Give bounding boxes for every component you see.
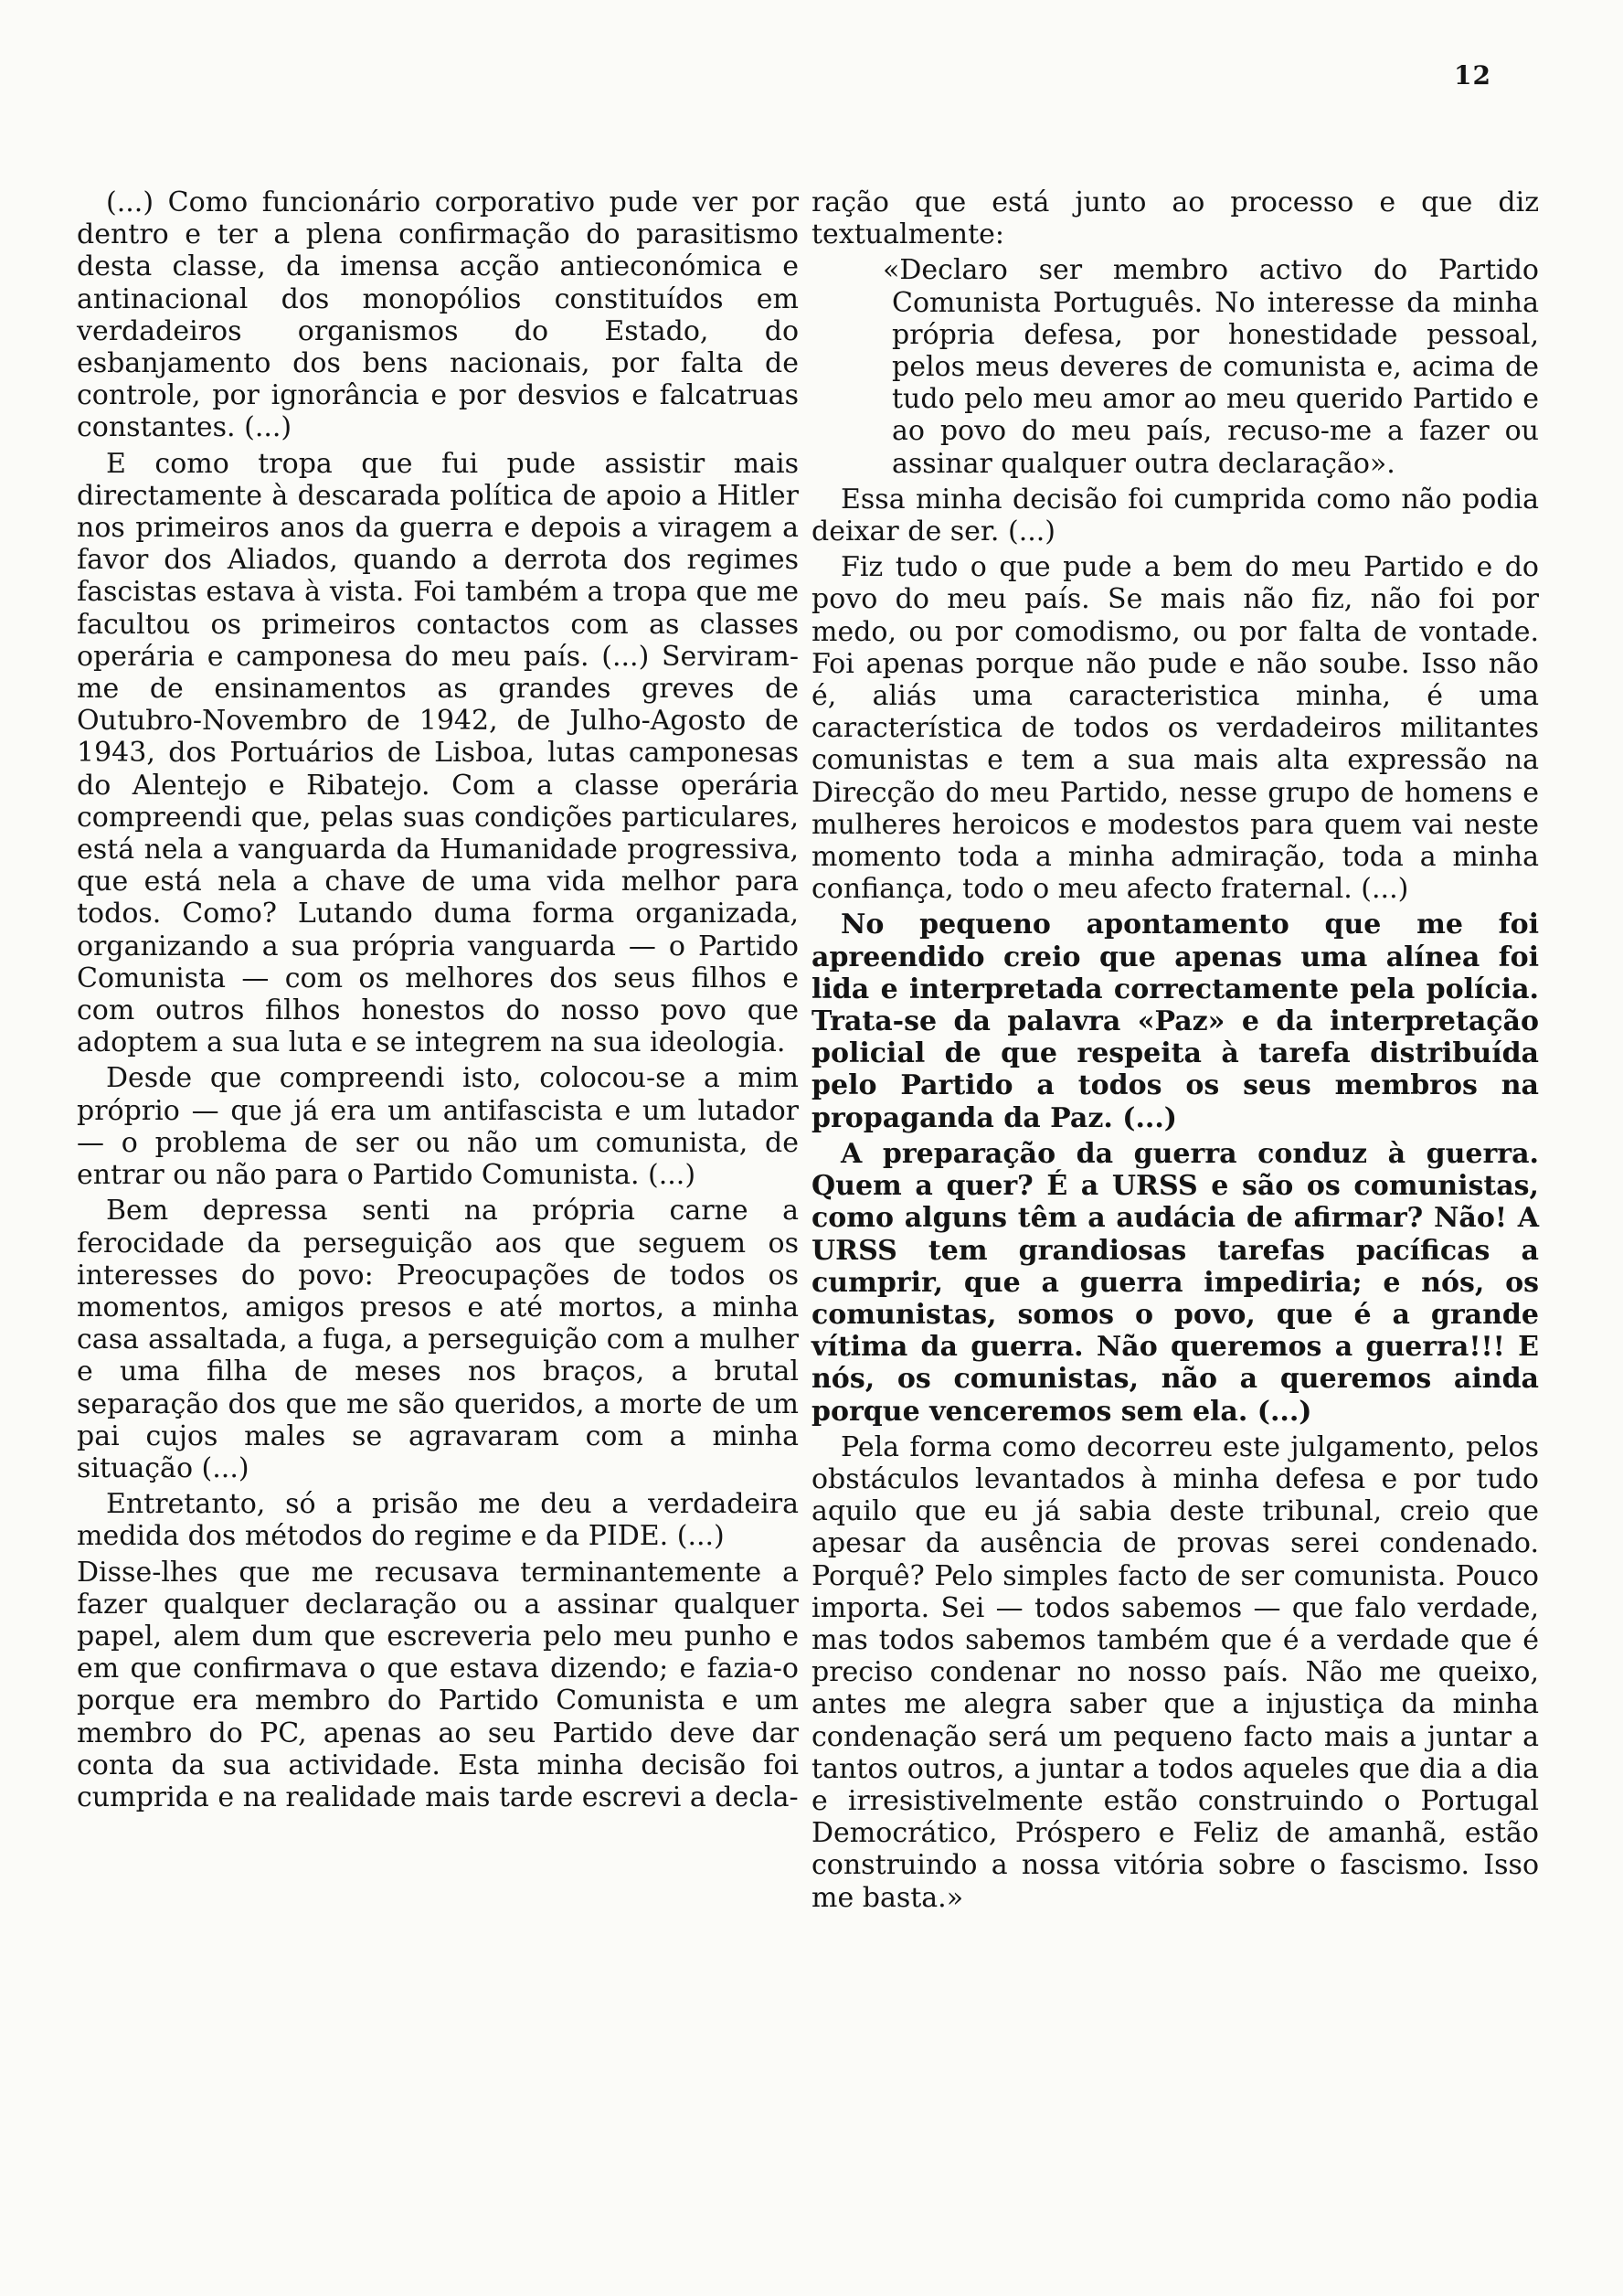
paragraph-bold: A preparação da guerra conduz à guerra. Quem a quer? É a URSS e são os comunistas, como alguns têm a audácia de afirmar? Não! A URSS tem grandiosas tarefas pacíficas a cumprir, que a guerra impediria; e nós, os comunistas, somos o povo, que é a grande vítima da guerra. Não queremos a guerra!!! E nós, os comunistas, não a queremos ainda porque venceremos sem ela. (...) (812, 1137, 1539, 1428)
paragraph: (...) Como funcionário corporativo pude ver por dentro e ter a plena confirmação do parasitismo desta classe, da imensa acção antieconómica e antinacional dos monopólios constituídos em verdadeiros organismos do Estado, do esbanjamento dos bens nacionais, por falta de controle, por ignorância e por desvios e falcatruas constantes. (...) (77, 186, 799, 444)
page-number: 12 (1454, 60, 1491, 90)
paragraph: Bem depressa senti na própria carne a ferocidade da perseguição aos que seguem os interesses do povo: Preocupações de todos os momentos, amigos presos e até mortos, a minha casa assaltada, a fuga, a perseguição com a mulher e uma filha de meses nos braços, a brutal separação dos que me são queridos, a morte de um pai cujos males se agravaram com a minha situação (...) (77, 1195, 799, 1484)
paragraph-bold: No pequeno apontamento que me foi apreendido creio que apenas uma alínea foi lida e interpretada correctamente pela polícia. Trata-se da palavra «Paz» e da interpretação policial de que respeita à tarefa distribuída pelo Partido a todos os seus membros na propaganda da Paz. (...) (812, 909, 1539, 1134)
paragraph: Fiz tudo o que pude a bem do meu Partido e do povo do meu país. Se mais não fiz, não foi por medo, ou por comodismo, ou por falta de vontade. Foi apenas porque não pude e não soube. Isso não é, aliás uma caracteristica minha, é uma característica de todos os verdadeiros militantes comunistas e tem a sua mais alta expressão na Direcção do meu Partido, nesse grupo de homens e mulheres heroicos e modestos para quem vai neste momento toda a minha admiração, toda a minha confiança, todo o meu afecto fraternal. (...) (812, 551, 1539, 906)
paragraph: ração que está junto ao processo e que diz textualmente: (812, 186, 1539, 251)
paragraph: Desde que compreendi isto, colocou-se a mim próprio — que já era um antifascista e um lutador — o problema de ser ou não um comunista, de entrar ou não para o Partido Comunista. (...) (77, 1062, 799, 1192)
block-quote: «Declaro ser membro activo do Partido Comunista Português. No interesse da minha própria defesa, por honestidade pessoal, pelos meus deveres de comunista e, acima de tudo pelo meu amor ao meu querido Partido e ao povo do meu país, recuso-me a fazer ou assinar qualquer outra declaração». (883, 254, 1539, 480)
paragraph: Pela forma como decorreu este julgamento, pelos obstáculos levantados à minha defesa e por tudo aquilo que eu já sabia deste tribunal, creio que apesar da ausência de provas serei condenado. Porquê? Pelo simples facto de ser comunista. Pouco importa. Sei — todos sabemos — que falo verdade, mas todos sabemos também que é a verdade que é preciso condenar no nosso país. Não me queixo, antes me alegra saber que a injustiça da minha condenação será um pequeno facto mais a juntar a tantos outros, a juntar a todos aqueles que dia a dia e irresistivelmente estão construindo o Portugal Democrático, Próspero e Feliz de amanhã, estão construindo a nossa vitória sobre o fascismo. Isso me basta.» (812, 1430, 1539, 1914)
paragraph: Disse-lhes que me recusava terminantemente a fazer qualquer declaração ou a assinar qualquer papel, alem dum que escreveria pelo meu punho e em que confirmava o que estava dizendo; e fazia-o porque era membro do Partido Comunista e um membro do PC, apenas ao seu Partido deve dar conta da sua actividade. Esta minha decisão foi cumprida e na realidade mais tarde escrevi a decla- (77, 1556, 799, 1813)
right-column (812, 186, 1539, 1918)
paragraph: Essa minha decisão foi cumprida como não podia deixar de ser. (...) (812, 483, 1539, 548)
paragraph: Entretanto, só a prisão me deu a verdadeira medida dos métodos do regime e da PIDE. (...) (77, 1488, 799, 1553)
left-column (77, 186, 799, 1817)
paragraph: E como tropa que fui pude assistir mais directamente à descarada política de apoio a Hitler nos primeiros anos da guerra e depois a viragem a favor dos Aliados, quando a derrota dos regimes fascistas estava à vista. Foi também a tropa que me facultou os primeiros contactos com as classes operária e camponesa do meu país. (...) Serviram-me de ensinamentos as grandes greves de Outubro-Novembro de 1942, de Julho-Agosto de 1943, dos Portuários de Lisboa, lutas camponesas do Alentejo e Ribatejo. Com a classe operária compreendi que, pelas suas condições particulares, está nela a vanguarda da Humanidade progressiva, que está nela a chave de uma vida melhor para todos. Como? Lutando duma forma organizada, organizando a sua própria vanguarda — o Partido Comunista — com os melhores dos seus filhos e com outros filhos honestos do nosso povo que adoptem a sua luta e se integrem na sua ideologia. (77, 447, 799, 1059)
